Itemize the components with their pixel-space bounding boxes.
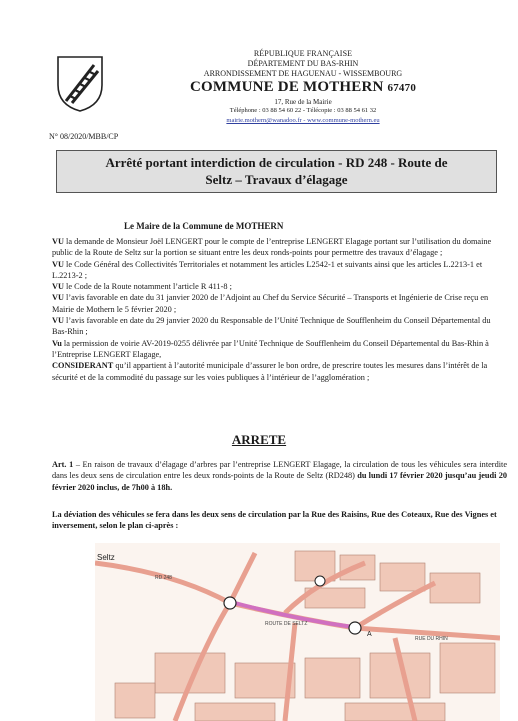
- deviation-paragraph: La déviation des véhicules se fera dans les deux sens de circulation par la Rue des Raisins, Rue des Coteaux, Rue des Vignes et inversement, selon le plan ci-après :: [52, 510, 497, 531]
- vu-text: l’avis favorable en date du 29 janvier 2020 du Responsable de l’Unité Technique de Soufflenheim du Conseil Départemental du Bas-Rhin ;: [52, 316, 491, 337]
- considerant-keyword: CONSIDERANT: [52, 361, 114, 371]
- vu-keyword: VU: [52, 259, 64, 269]
- vu-item: [52, 338, 507, 361]
- article-dates: du lundi 17 février 2020 jusqu’au jeudi 20 février 2020 inclus, de 7h00 à 18h.: [52, 471, 507, 492]
- title-line-2: Seltz – Travaux d’élagage: [205, 172, 348, 187]
- deviation-map: [95, 543, 500, 721]
- vu-keyword: VU: [52, 282, 64, 292]
- vu-keyword: Vu: [52, 338, 62, 348]
- maire-heading: Le Maire de la Commune de MOTHERN: [124, 221, 284, 231]
- vu-keyword: VU: [52, 316, 64, 326]
- vu-item: [52, 315, 507, 338]
- vu-item: [52, 292, 507, 315]
- vu-text: la permission de voirie AV-2019-0255 délivrée par l’Unité Technique de Soufflenheim du Conseil Départemental du Bas-Rhin à l’Entreprise LENGERT Elagage,: [52, 338, 489, 359]
- vu-keyword: VU: [52, 237, 64, 246]
- header-contact-link[interactable]: mairie.mothern@wanadoo.fr - www.commune-mothern.eu: [226, 117, 380, 124]
- header-commune: [178, 80, 428, 95]
- map-label-rd248: RD 248: [155, 575, 172, 581]
- map-label-a: A: [367, 631, 372, 638]
- vu-keyword: VU: [52, 293, 64, 303]
- header-departement: DÉPARTEMENT DU BAS-RHIN: [247, 59, 359, 68]
- header-republique: RÉPUBLIQUE FRANÇAISE: [253, 49, 353, 58]
- coat-of-arms-icon: [56, 55, 104, 113]
- vu-text: la demande de Monsieur Joël LENGERT pour le compte de l’entreprise LENGERT Elagage portant sur l’utilisation du domaine public de la Route de Seltz sur la portion se situant entre les deux ronds-points pour permettre des travaux d’élagage ;: [52, 237, 492, 258]
- article-1: [52, 459, 507, 493]
- vu-list: [52, 236, 507, 383]
- header-arrondissement: ARRONDISSEMENT DE HAGUENAU - WISSEMBOURG: [203, 69, 403, 78]
- reference-number: N° 08/2020/MBB/CP: [49, 132, 119, 141]
- considerant-item: [52, 360, 507, 383]
- header-address: 17, Rue de la Mairie: [274, 98, 332, 106]
- vu-text: le Code Général des Collectivités Territoriales et notamment les articles L2542-1 et suivants ainsi que les articles L.2213-1 et L.2213-2 ;: [52, 259, 483, 280]
- article-text: – En raison de travaux d’élagage d’arbres par l’entreprise LENGERT Elagage, la circulation de tous les véhicules sera interdite dans les deux sens de circulation entre les deux ronds-points de la Route de Seltz (RD248): [52, 460, 508, 481]
- article-label: Art. 1: [52, 460, 74, 469]
- header-phone: Téléphone : 03 88 54 60 22 - Télécopie : 03 88 54 61 32: [229, 107, 377, 114]
- document-title: [56, 150, 497, 193]
- map-label-rue: RUE DU RHIN: [415, 636, 448, 642]
- vu-text: le Code de la Route notamment l’article R 411-8 ;: [63, 282, 232, 292]
- map-label-route: ROUTE DE SELTZ: [265, 621, 308, 627]
- commune-postcode: 67470: [387, 82, 417, 94]
- considerant-text: qu’il appartient à l’autorité municipale d’assurer le bon ordre, de prescrire toutes les mesures dans l’intérêt de la sécurité et de la commodité du passage sur les voies publiques à l’intérieur de l’agglomération ;: [52, 361, 488, 382]
- vu-item: [52, 281, 507, 292]
- vu-item: [52, 236, 507, 259]
- title-line-1: Arrêté portant interdiction de circulation - RD 248 - Route de: [105, 155, 448, 170]
- commune-name: COMMUNE DE MOTHERN: [189, 79, 384, 95]
- map-label-seltz: Seltz: [97, 553, 115, 562]
- vu-text: l’avis favorable en date du 31 janvier 2020 de l’Adjoint au Chef du Service Sécurité – Transports et Ingénierie de Crise reçu en Mairie de Mothern le 5 février 2020 ;: [52, 293, 489, 314]
- arrete-heading: ARRETE: [231, 432, 287, 447]
- vu-item: [52, 259, 507, 282]
